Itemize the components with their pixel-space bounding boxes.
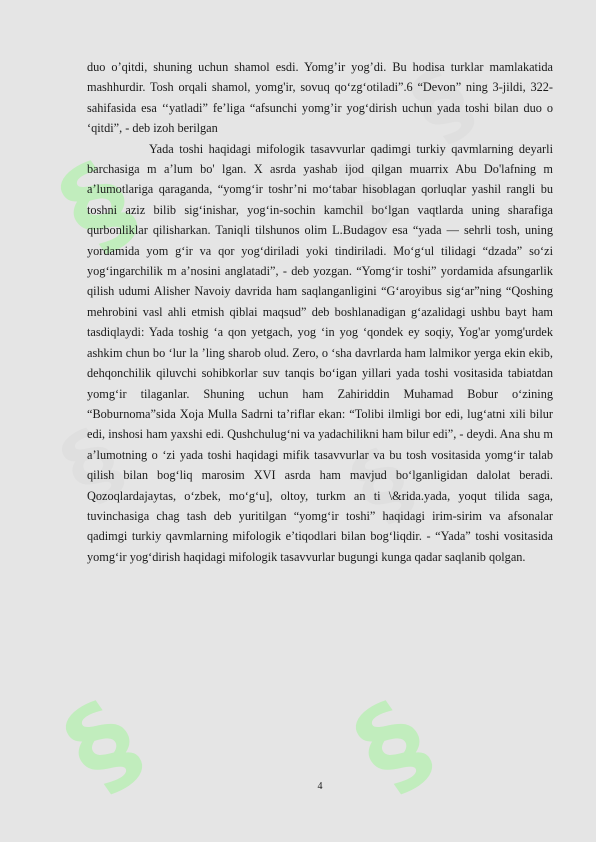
watermark-logo-mark: § [333,676,452,814]
document-body [87,48,553,567]
paragraph: duo o’qitdi, shuning uchun shamol esdi. Yomg’ir yog’di. Bu hodisa turklar mamlakatida mashhurdir. Tosh orqali shamol, yomg'ir, sovuq qo‘zg‘otiladi”.6 “Devon” ning 3-jildi, 322-sahifasida esa ‘‘yatladi” fe’liga “afsunchi yomg’ir yog‘dirish uchun yada toshi bilan duo o ‘qitdi”, - deb izoh berilgan [87,60,553,136]
watermark-logo-mark: § [38,136,157,274]
page-number: 4 [317,781,323,792]
paragraph: Yada toshi haqidagi mifologik tasavvurlar qadimgi turkiy qavmlarning deyarli barchasiga m a’lum bo' lgan. X asrda yashab ijod qilgan muarrix Abu Do'lafning m a’lumotlariga qaraganda, “yomg‘ir toshr’ni mo‘tabar hisoblagan qorluqlar yashil rangli bu toshni aziz bilib sig‘inishar, yog‘in-sochin kamchil bo‘lgan vaqtlarda uning sharafiga qurbonliklar qilisharkan. Taniqli tilshunos olim L.Budagov esa “yada — sehrli tosh, uning yordamida yom g‘ir va qor yog‘diriladi yoki tindiriladi. Mo‘g‘ul tilidagi “dzada” so‘zi yog‘ingarchilik m a’nosini anglatadi”, - deb yozgan. “Yomg‘ir toshi” yordamida afsungarlik qilish udumi Alisher Navoiy davrida ham saqlanganligini “G‘aroyibus sig‘ar”ning “Qoshing mehrobini vasl ahli etmish qiblai maqsud” deb boshlanadigan g‘azalidagi ushbu bayt ham tasdiqlaydi: Yada toshig ‘a qon yetgach, yog ‘in yog ‘qondek ey soqiy, Yog'ar yomg'urdek ashkim chun bo ‘lur la ’ling sharob olud. Zero, o ‘sha davrlarda ham lalmikor yerga ekin ekib, dehqonchilik qiluvchi sohibkorlar suv tanqis bo‘igan yillari yada toshi vositasida tabiatdan yomg‘ir tilaganlar. Shuning uchun ham Zahiriddin Muhamad Bobur o‘zining “Boburnoma”sida Xoja Mulla Sadrni ta’riflar ekan: “Tolibi ilmligi bor edi, lug‘atni xili bilur edi, inshosi ham yaxshi edi. Qushchulug‘ni va yadachilikni ham bilur edi”, - deydi. Ana shu m a’lumotning o ‘zi yada toshi haqidagi mifik tasavvurlar va bu tosh vositasida yomg‘ir talab qilish bilan bog‘liq marosim XVI asrda ham mavjud bo‘lganligidan dalolat beradi. Qozoqlardajaytas, o‘zbek, mo‘g‘u], oltoy, turkm an ti \&rida.yada, yoqut tilida saga, tuvinchasiga chag tash deb yuritilgan “yomg‘ir toshi” haqidagi irim-sirim va afsonalar qadimgi turkiy qavmlarning mifologik e’tiqodlari bilan bog‘liqdir. - “Yada” toshi vositasida yomg‘ir yog‘dirish haqidagi mifologik tasavvurlar bugungi kunga qadar saqlanib qolgan. [87,141,553,564]
watermark-logo-mark: § [393,48,491,161]
watermark-logo-mark: § [43,676,162,814]
watermark-logo-mark: § [333,428,431,541]
watermark-logo-mark: § [313,138,411,251]
watermark-logo-mark: § [43,408,141,521]
